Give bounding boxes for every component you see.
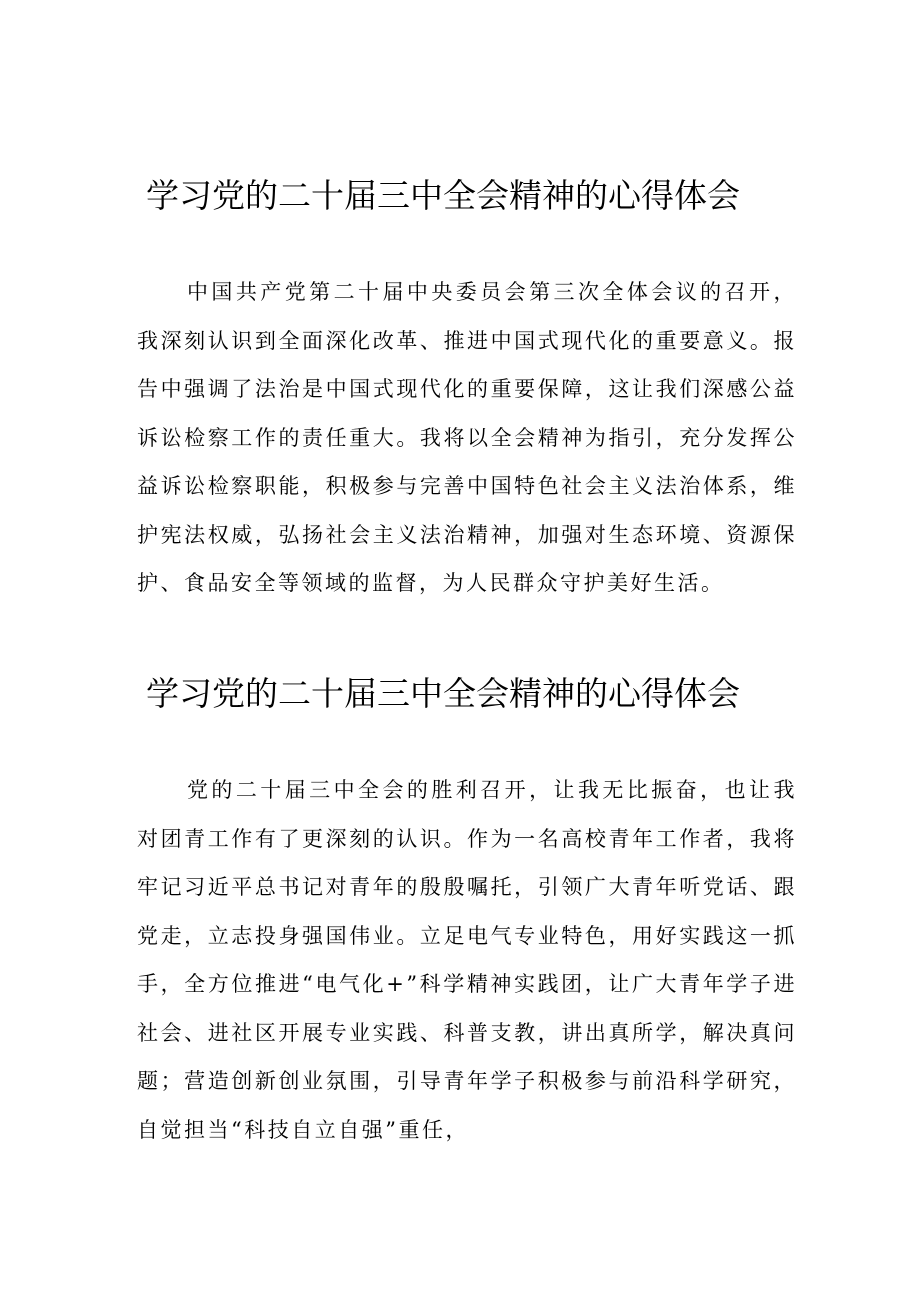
section-heading: 学习党的二十届三中全会精神的心得体会 bbox=[146, 674, 740, 713]
article-section-1 bbox=[0, 170, 920, 595]
section-heading: 学习党的二十届三中全会精神的心得体会 bbox=[146, 176, 740, 215]
section-paragraph: 中国共产党第二十届中央委员会第三次全体会议的召开，我深刻认识到全面深化改革、推进中国式现代化的重要意义。报告中强调了法治是中国式现代化的重要保障，这让我们深感公益诉讼检察工作的责任重大。我将以全会精神为指引，充分发挥公益诉讼检察职能，积极参与完善中国特色社会主义法治体系，维护宪法权威，弘扬社会主义法治精神，加强对生态环境、资源保护、食品安全等领域的监督，为人民群众守护美好生活。 bbox=[137, 280, 797, 595]
section-paragraph: 党的二十届三中全会的胜利召开，让我无比振奋，也让我对团青工作有了更深刻的认识。作为一名高校青年工作者，我将牢记习近平总书记对青年的殷殷嘱托，引领广大青年听党话、跟党走，立志投身强国伟业。立足电气专业特色，用好实践这一抓手，全方位推进“电气化+”科学精神实践团，让广大青年学子进社会、进社区开展专业实践、科普支教，讲出真所学，解决真问题；营造创新创业氛围，引导青年学子积极参与前沿科学研究，自觉担当“科技自立自强”重任， bbox=[137, 778, 797, 1142]
article-section-2 bbox=[0, 668, 920, 1142]
